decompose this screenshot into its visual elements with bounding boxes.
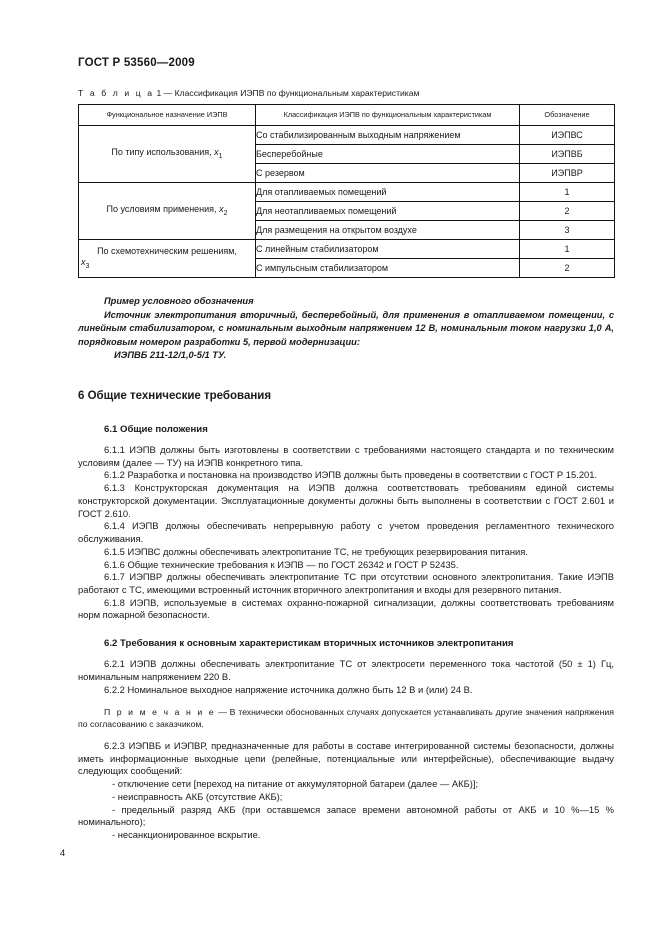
section-heading-6-1: 6.1 Общие положения: [104, 423, 208, 435]
document-standard-header: ГОСТ Р 53560—2009: [78, 57, 195, 69]
table-cell-code: 2: [520, 202, 615, 221]
paragraph-6-1-7: 6.1.7 ИЭПВР должны обеспечивать электропитание ТС при отсутствии основного электропитания. Такие ИЭПВ работают с ТС, имеющими встроенный источник вторичного электропитания и входы для резервного питания.: [78, 571, 614, 596]
paragraph-6-2-2: 6.2.2 Номинальное выходное напряжение источника должно быть 12 В и (или) 24 В.: [104, 683, 473, 695]
paragraph-6-1-4: 6.1.4 ИЭПВ должны обеспечивать непрерывную работу с учетом проведения регламентного технического обслуживания.: [78, 520, 614, 545]
page-content: [78, 88, 614, 842]
table-row: [79, 126, 615, 145]
table-caption-text: 1 — Классификация ИЭПВ по функциональным характеристикам: [156, 88, 420, 98]
list-item: - предельный разряд АКБ (при оставшемся запасе времени автономной работы от АКБ и 10 %—15 % номинального);: [78, 803, 614, 828]
table-cell-group-label-1: [79, 126, 256, 183]
group-label-text-2: По условиям применения, $x_2$: [106, 203, 228, 217]
paragraph-6-2-1: 6.2.1 ИЭПВ должны обеспечивать электропитание ТС от электросети переменного тока частотой (50 ± 1) Гц, номинальным напряжением 220 В.: [78, 658, 614, 682]
example-code: ИЭПВБ 211-12/1,0-5/1 ТУ.: [114, 349, 227, 360]
table-caption-prefix: Т а б л и ц а: [78, 88, 155, 98]
group-label-subscript-3: $x_3$: [81, 256, 90, 270]
paragraph-6-2-3: 6.2.3 ИЭПВБ и ИЭПВР, предназначенные для работы в составе интегрированной системы безопасности, должны иметь информационные выходные цепи (релейные, потенциальные или интерфейсные), обеспечивающие выдачу следующих сообщений:: [78, 739, 614, 777]
table-row: [79, 183, 615, 202]
note-paragraph: [78, 707, 614, 730]
table-row: [79, 240, 615, 259]
table-cell-code: 3: [520, 221, 615, 240]
paragraph-6-1-8: 6.1.8 ИЭПВ, используемые в системах охранно-пожарной сигнализации, должны соответствовать требованиям норм пожарной безопасности.: [78, 596, 614, 621]
paragraph-6-1-5: 6.1.5 ИЭПВС должны обеспечивать электропитание ТС, не требующих резервирования питания.: [104, 545, 528, 557]
table-cell-code: 1: [520, 240, 615, 259]
note-label: П р и м е ч а н и е: [104, 707, 216, 718]
table-cell-code: ИЭПВС: [520, 126, 615, 145]
table-cell-description: Для отапливаемых помещений: [256, 183, 520, 202]
table-cell-description: С импульсным стабилизатором: [256, 259, 520, 278]
group-label-text-3: По схемотехническим решениям,: [97, 246, 237, 256]
page-number: 4: [60, 847, 66, 858]
paragraph-6-1-2: 6.1.2 Разработка и постановка на производство ИЭПВ должны быть проведены в соответствии с ГОСТ Р 15.201.: [104, 469, 598, 481]
group-label-text-1: По типу использования, $x_1$: [111, 146, 223, 160]
note-text: — В технически обоснованных случаях допускается устанавливать другие значения напряжения по согласованию с заказчиком.: [78, 707, 614, 730]
example-body: Источник электропитания вторичный, бесперебойный, для применения в отапливаемом помещении, с линейным стабилизатором, с номинальным выходным напряжением 12 В, номинальным током нагрузки 1,0 А, порядковым номером разработки 5, первой модернизации:: [78, 310, 614, 347]
table-header-cell-designation: Обозначение: [520, 105, 615, 126]
table-cell-description: С резервом: [256, 164, 520, 183]
table-cell-description: Для размещения на открытом воздухе: [256, 221, 520, 240]
example-title: Пример условного обозначения: [104, 296, 254, 306]
table-cell-description: Для неотапливаемых помещений: [256, 202, 520, 221]
example-designation-block: [78, 295, 614, 362]
list-item: - несанкционированное вскрытие.: [112, 829, 261, 841]
classification-table: [78, 104, 615, 278]
table-caption: [78, 88, 614, 98]
section-heading-6: 6 Общие технические требования: [78, 389, 272, 402]
table-cell-code: ИЭПВБ: [520, 145, 615, 164]
table-cell-group-label-2: [79, 183, 256, 240]
table-cell-code: 1: [520, 183, 615, 202]
paragraph-6-1-6: 6.1.6 Общие технические требования к ИЭПВ — по ГОСТ 26342 и ГОСТ Р 52435.: [104, 558, 459, 570]
table-header-cell-purpose: Функциональное назначение ИЭПВ: [79, 105, 256, 126]
table-header-row: [79, 105, 615, 126]
list-item: - отключение сети [переход на питание от аккумуляторной батареи (далее — АКБ)];: [112, 778, 479, 790]
table-cell-code: 2: [520, 259, 615, 278]
table-cell-code: ИЭПВР: [520, 164, 615, 183]
paragraph-6-1-1: 6.1.1 ИЭПВ должны быть изготовлены в соответствии с требованиями настоящего стандарта и по техническим условиям (далее — ТУ) на ИЭПВ конкретного типа.: [78, 443, 614, 468]
table-cell-group-label-3: [79, 240, 256, 278]
table-cell-description: С линейным стабилизатором: [256, 240, 520, 259]
section-heading-6-2: 6.2 Требования к основным характеристикам вторичных источников электропитания: [104, 638, 514, 650]
list-item: - неисправность АКБ (отсутствие АКБ);: [112, 790, 283, 802]
paragraph-6-1-3: 6.1.3 Конструкторская документация на ИЭПВ должна соответствовать требованиям единой системы конструкторской документации. Эксплуатационные документы должны быть выполнены в соответствии с ГОСТ 2.601 и ГОСТ 2.610.: [78, 482, 614, 519]
table-cell-description: Бесперебойные: [256, 145, 520, 164]
table-cell-description: Со стабилизированным выходным напряжением: [256, 126, 520, 145]
table-header-cell-classification: Классификация ИЭПВ по функциональным характеристикам: [256, 105, 520, 126]
